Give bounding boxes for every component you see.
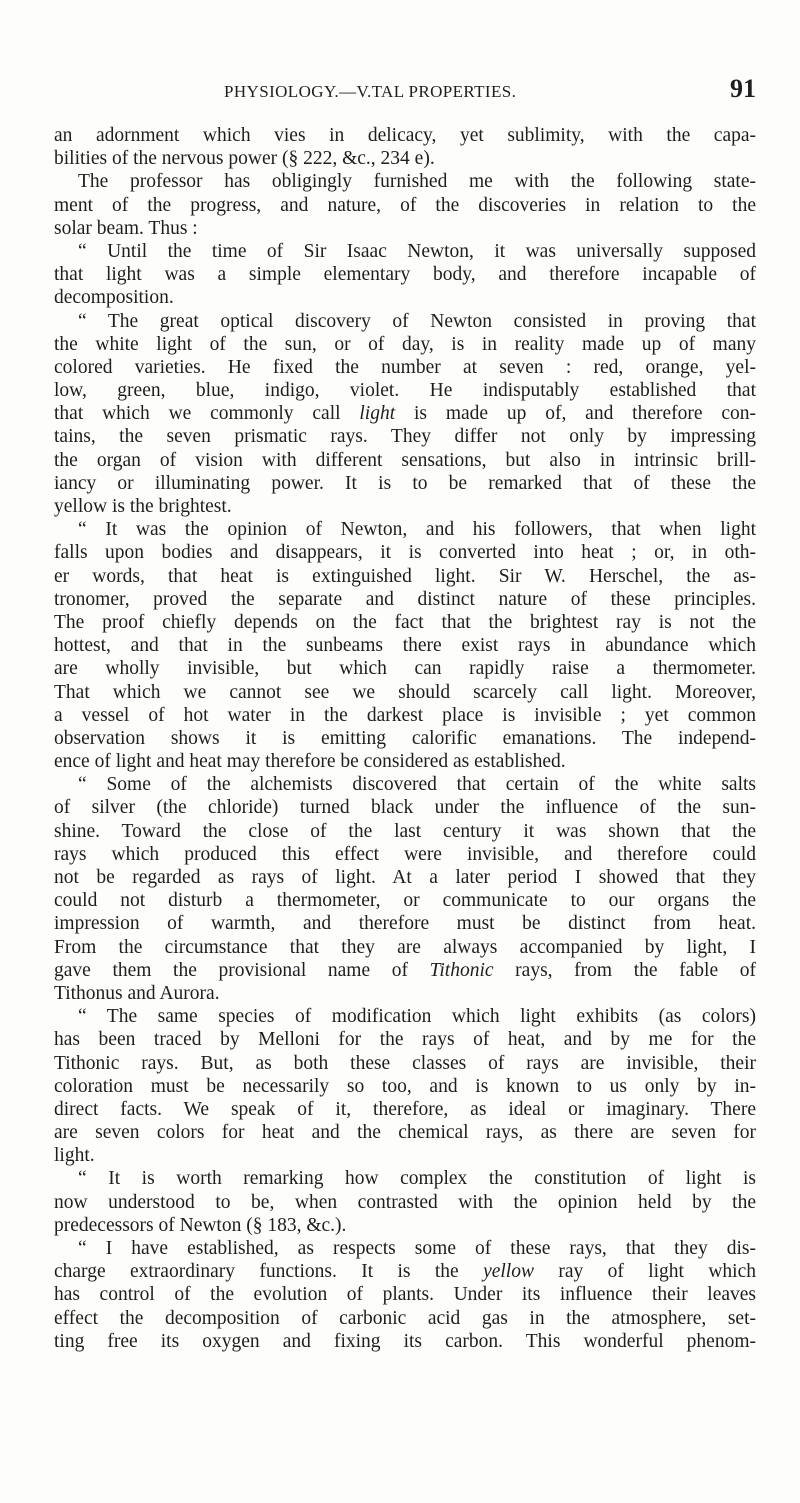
text-span: the white light of the sun, or of day, is in reality made up of many	[54, 333, 756, 355]
text-span: impression of warmth, and therefore must be distinct from heat.	[54, 913, 756, 935]
text-line	[54, 541, 756, 564]
text-span: now understood to be, when contrasted with the opinion held by the	[54, 1191, 756, 1213]
text-line	[54, 124, 756, 147]
text-line	[54, 820, 756, 843]
text-line	[54, 333, 756, 356]
text-line	[54, 634, 756, 657]
text-span: “ The great optical discovery of Newton consisted in proving that	[78, 310, 756, 332]
text-span: From the circumstance that they are always accompanied by light, I	[54, 936, 756, 958]
running-head: PHYSIOLOGY.—V.TAL PROPERTIES.	[224, 82, 517, 101]
text-span: hottest, and that in the sunbeams there exist rays in abundance which	[54, 635, 756, 657]
text-span: ence of light and heat may therefore be considered as established.	[54, 751, 566, 773]
text-span: “ Some of the alchemists discovered that certain of the white salts	[78, 774, 756, 796]
text-span: not be regarded as rays of light. At a later period I showed that they	[54, 867, 756, 888]
text-span: that which we commonly call	[54, 403, 360, 425]
text-line	[54, 1260, 756, 1283]
text-line	[54, 1028, 756, 1051]
text-span: “ The same species of modification which light exhibits (as colors)	[78, 1006, 756, 1028]
text-line	[54, 889, 756, 912]
text-span: is made up of, and therefore con-	[395, 403, 757, 425]
text-line	[54, 1052, 756, 1075]
text-span: the organ of vision with different sensations, but also in intrinsic brill-	[54, 449, 756, 471]
text-span: decomposition.	[54, 287, 174, 309]
text-line	[54, 750, 756, 773]
text-line	[54, 773, 756, 796]
text-span: colored varieties. He fixed the number at seven : red, orange, yel-	[54, 356, 756, 378]
text-span: Tithonus and Aurora.	[54, 982, 220, 1004]
text-line	[54, 704, 756, 727]
text-line	[54, 936, 756, 959]
text-span: “ It was the opinion of Newton, and his followers, that when light	[78, 519, 756, 541]
text-line	[54, 147, 756, 170]
text-span: The proof chiefly depends on the fact that the brightest ray is not the	[54, 611, 756, 633]
text-span: bilities of the nervous power (§ 222, &c., 234 e).	[54, 148, 435, 170]
text-span: has control of the evolution of plants. Under its influence their leaves	[54, 1284, 756, 1306]
text-line	[54, 263, 756, 286]
text-span: tains, the seven prismatic rays. They differ not only by impressing	[54, 426, 756, 448]
text-span: effect the decomposition of carbonic acid gas in the atmosphere, set-	[54, 1307, 756, 1329]
text-span: that light was a simple elementary body, and therefore incapable of	[54, 264, 756, 286]
text-line	[54, 1307, 756, 1330]
text-line	[54, 518, 756, 541]
text-line	[54, 588, 756, 611]
text-span: The professor has obligingly furnished me with the following state-	[78, 171, 756, 193]
text-line	[54, 1191, 756, 1214]
text-line	[54, 565, 756, 588]
text-span: “ It is worth remarking how complex the constitution of light is	[78, 1168, 756, 1190]
text-span: observation shows it is emitting calorific emanations. The independ-	[54, 727, 756, 749]
text-span: are wholly invisible, but which can rapidly raise a thermometer.	[54, 658, 756, 680]
italic-text: yellow	[483, 1261, 534, 1283]
page-header	[54, 72, 756, 108]
text-span: rays, from the fable of	[493, 959, 756, 981]
text-line	[54, 1144, 756, 1167]
text-line	[54, 495, 756, 518]
text-line	[54, 402, 756, 425]
text-line	[54, 1283, 756, 1306]
text-span: direct facts. We speak of it, therefore, as ideal or imaginary. There	[54, 1098, 756, 1120]
text-span: gave them the provisional name of	[54, 959, 430, 981]
text-line	[54, 843, 756, 866]
text-line	[54, 959, 756, 982]
italic-text: light	[359, 403, 396, 425]
text-line	[54, 912, 756, 935]
text-span: solar beam. Thus :	[54, 217, 198, 239]
text-span: falls upon bodies and disappears, it is converted into heat ; or, in oth-	[54, 542, 756, 564]
italic-text: Tithonic	[429, 959, 494, 981]
text-span: ray of light which	[533, 1261, 757, 1283]
text-line	[54, 796, 756, 819]
text-line	[54, 170, 756, 193]
text-span: tronomer, proved the separate and distinct nature of these principles.	[54, 588, 756, 610]
text-line	[54, 1237, 756, 1260]
text-span: yellow is the brightest.	[54, 496, 232, 517]
text-line	[54, 1005, 756, 1028]
text-span: That which we cannot see we should scarcely call light. Moreover,	[54, 681, 756, 703]
text-span: “ Until the time of Sir Isaac Newton, it was universally supposed	[78, 240, 756, 262]
text-line	[54, 217, 756, 240]
text-span: an adornment which vies in delicacy, yet sublimity, with the capa-	[54, 125, 756, 146]
text-span: are seven colors for heat and the chemical rays, as there are seven for	[54, 1122, 756, 1144]
text-span: coloration must be necessarily so too, and is known to us only by in-	[54, 1075, 756, 1097]
text-line	[54, 425, 756, 448]
text-line	[54, 1098, 756, 1121]
text-line	[54, 356, 756, 379]
text-line	[54, 1121, 756, 1144]
text-line	[54, 472, 756, 495]
text-span: Tithonic rays. But, as both these classes of rays are invisible, their	[54, 1052, 756, 1074]
text-line	[54, 982, 756, 1005]
text-line	[54, 449, 756, 472]
text-span: ting free its oxygen and fixing its carbon. This wonderful phenom-	[54, 1330, 756, 1352]
text-span: charge extraordinary functions. It is the	[54, 1261, 484, 1283]
text-line	[54, 1330, 756, 1353]
text-line	[54, 1167, 756, 1190]
text-span: predecessors of Newton (§ 183, &c.).	[54, 1214, 347, 1236]
text-line	[54, 379, 756, 402]
text-line	[54, 657, 756, 680]
text-span: low, green, blue, indigo, violet. He indisputably established that	[54, 380, 756, 402]
text-line	[54, 1214, 756, 1237]
text-span: of silver (the chloride) turned black under the influence of the sun-	[54, 797, 756, 819]
body-text	[54, 124, 756, 1353]
text-span: rays which produced this effect were invisible, and therefore could	[54, 843, 756, 865]
text-line	[54, 1075, 756, 1098]
text-span: light.	[54, 1145, 95, 1167]
text-span: er words, that heat is extinguished light. Sir W. Herschel, the as-	[54, 565, 756, 587]
text-span: ment of the progress, and nature, of the discoveries in relation to the	[54, 194, 756, 216]
text-line	[54, 286, 756, 309]
text-line	[54, 611, 756, 634]
text-span: iancy or illuminating power. It is to be remarked that of these the	[54, 472, 756, 494]
text-span: has been traced by Melloni for the rays of heat, and by me for the	[54, 1029, 756, 1051]
text-span: a vessel of hot water in the darkest place is invisible ; yet common	[54, 704, 756, 726]
text-span: “ I have established, as respects some of these rays, that they dis-	[78, 1238, 756, 1259]
text-line	[54, 727, 756, 750]
text-line	[54, 681, 756, 704]
text-span: shine. Toward the close of the last century it was shown that the	[54, 820, 756, 842]
text-line	[54, 866, 756, 889]
text-line	[54, 194, 756, 217]
text-line	[54, 310, 756, 333]
text-span: could not disturb a thermometer, or communicate to our organs the	[54, 890, 756, 912]
text-line	[54, 240, 756, 263]
page-number: 91	[730, 74, 756, 103]
